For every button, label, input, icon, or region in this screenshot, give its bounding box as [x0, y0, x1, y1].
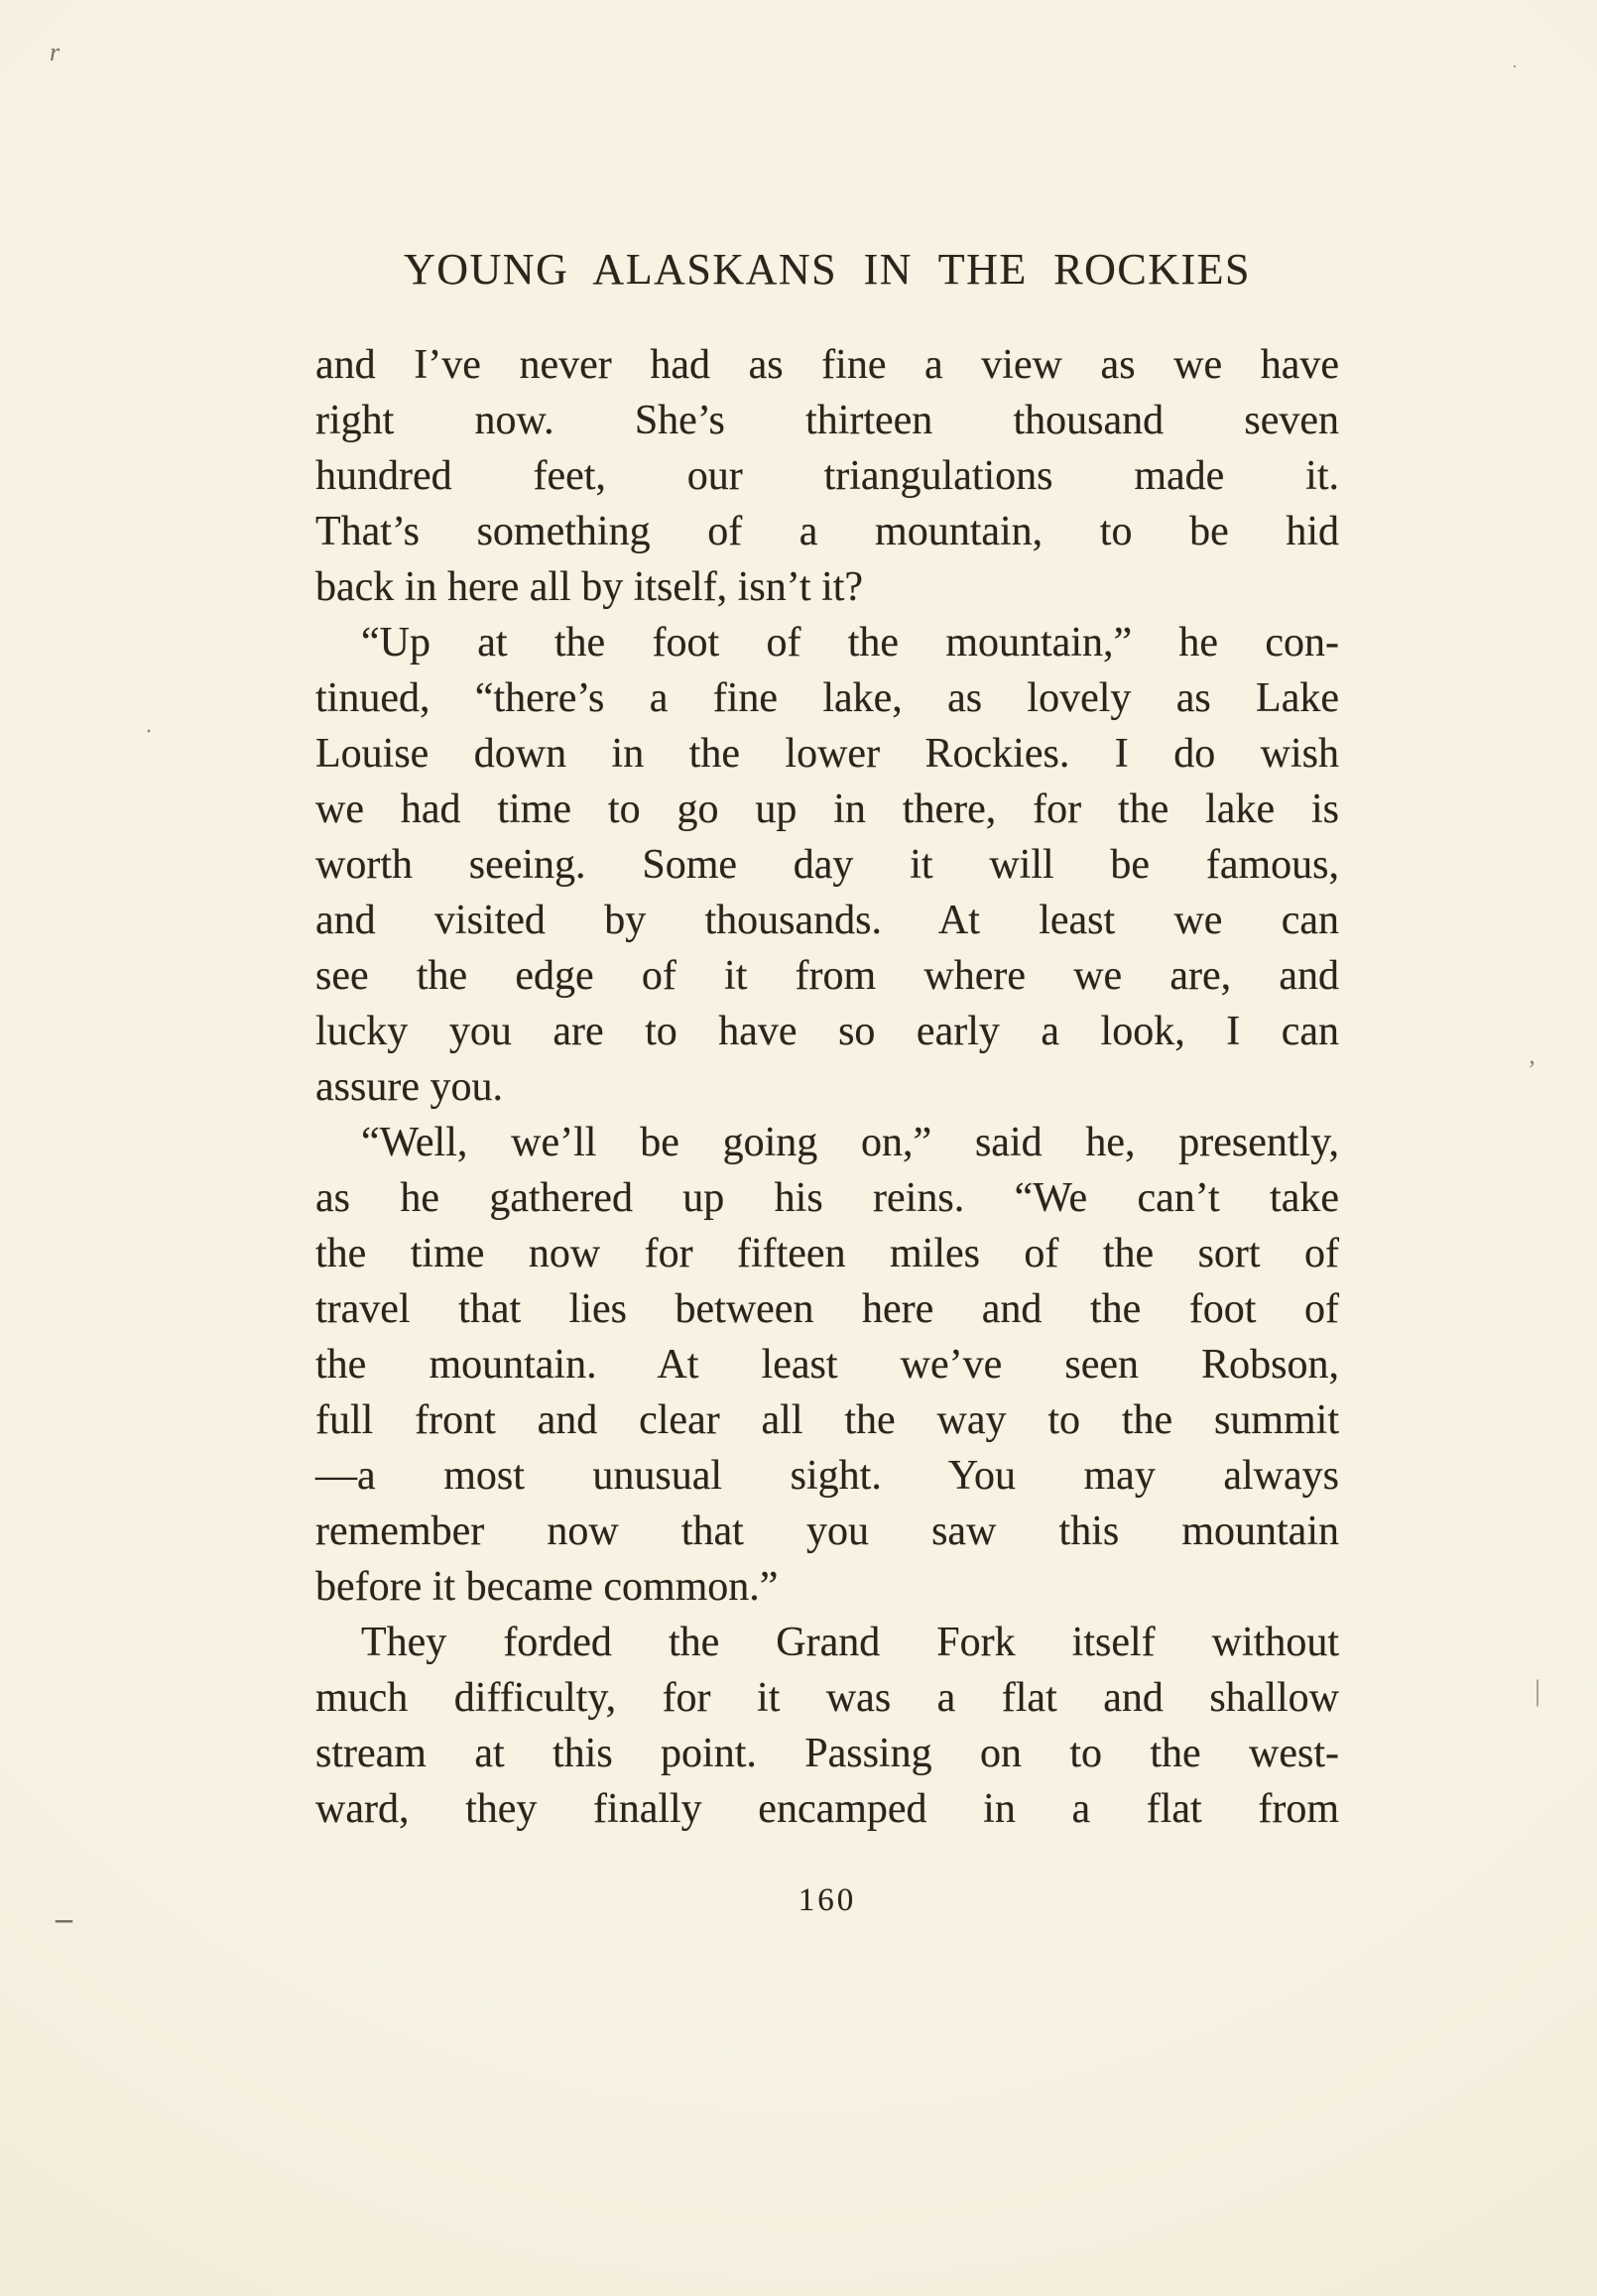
scan-mark-right-margin: ’	[1528, 1055, 1536, 1084]
text-line: assure you.	[315, 1064, 503, 1110]
text-line: back in here all by itself, isn’t it?	[315, 564, 864, 610]
scan-mark-top-right: ·	[1512, 57, 1518, 76]
text-line: lucky you are to have so early a look, I can	[315, 1009, 1339, 1054]
text-line: and visited by thousands. At least we can	[315, 898, 1339, 943]
text-line: Louise down in the lower Rockies. I do wish	[315, 731, 1339, 777]
text-line: That’s something of a mountain, to be hid	[315, 509, 1339, 554]
scan-mark-top-left: r	[50, 38, 61, 66]
text-line: “Up at the foot of the mountain,” he con-	[361, 620, 1339, 665]
text-line: much difficulty, for it was a flat and shallow	[315, 1675, 1339, 1721]
scan-mark-right-bar: |	[1535, 1674, 1541, 1707]
text-line: we had time to go up in there, for the lake is	[315, 786, 1339, 832]
text-line: tinued, “there’s a fine lake, as lovely as Lake	[315, 675, 1339, 721]
text-line: remember now that you saw this mountain	[315, 1509, 1339, 1554]
text-line: stream at this point. Passing on to the west-	[315, 1731, 1339, 1776]
paragraph	[315, 1615, 1339, 1837]
text-line: “Well, we’ll be going on,” said he, presently,	[361, 1120, 1339, 1165]
text-line: as he gathered up his reins. “We can’t take	[315, 1175, 1339, 1221]
text-line: the time now for fifteen miles of the sort of	[315, 1231, 1339, 1276]
text-line: and I’ve never had as fine a view as we have	[315, 342, 1339, 388]
text-line: ward, they finally encamped in a flat from	[315, 1786, 1339, 1832]
text-line: the mountain. At least we’ve seen Robson,	[315, 1342, 1339, 1388]
text-line: hundred feet, our triangulations made it.	[315, 453, 1339, 499]
paragraph	[315, 337, 1339, 615]
paragraph	[315, 615, 1339, 1115]
text-line: right now. She’s thirteen thousand seven	[315, 398, 1339, 443]
text-line: travel that lies between here and the foot of	[315, 1286, 1339, 1332]
text-line: full front and clear all the way to the summit	[315, 1397, 1339, 1443]
scan-mark-left-margin: ·	[145, 719, 153, 745]
text-line: see the edge of it from where we are, and	[315, 953, 1339, 999]
running-head: YOUNG ALASKANS IN THE ROCKIES	[403, 245, 1252, 294]
text-line: worth seeing. Some day it will be famous,	[315, 842, 1339, 888]
text-block	[315, 337, 1339, 1837]
page-number: 160	[798, 1882, 857, 1918]
scan-mark-bottom-left: –	[56, 1900, 72, 1937]
text-line: —a most unusual sight. You may always	[315, 1453, 1339, 1499]
paragraph	[315, 1115, 1339, 1615]
text-line: before it became common.”	[315, 1564, 779, 1610]
text-line: They forded the Grand Fork itself without	[361, 1620, 1339, 1665]
